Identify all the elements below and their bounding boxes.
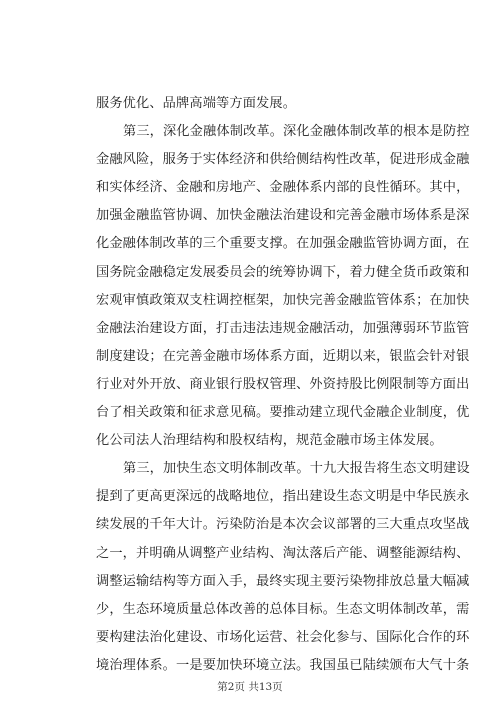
text-line: 少，生态环境质量总体改善的总体目标。生态文明体制改革，需 bbox=[96, 601, 470, 617]
body-text bbox=[96, 90, 470, 680]
text-line: 提到了更高更深远的战略地位，指出建设生态文明是中华民族永 bbox=[96, 489, 470, 505]
text-line: 境治理体系。一是要加快环境立法。我国虽已陆续颁布大气十条 bbox=[96, 657, 470, 673]
text-line: 制度建设；在完善金融市场体系方面，近期以来，银监会针对银 bbox=[96, 348, 470, 364]
text-line: 调整运输结构等方面入手，最终实现主要污染物排放总量大幅减 bbox=[96, 573, 470, 589]
text-line: 宏观审慎政策双支柱调控框架，加快完善金融监管体系；在加快 bbox=[96, 292, 470, 308]
text-line: 金融风险，服务于实体经济和供给侧结构性改革，促进形成金融 bbox=[96, 152, 470, 168]
page-number-footer: 第2页 共13页 bbox=[217, 681, 283, 693]
text-line: 化公司法人治理结构和股权结构，规范金融市场主体发展。 bbox=[96, 433, 443, 449]
text-line: 和实体经济、金融和房地产、金融体系内部的良性循环。其中， bbox=[96, 180, 470, 196]
text-line: 要构建法治化建设、市场化运营、社会化参与、国际化合作的环 bbox=[96, 629, 470, 645]
text-line: 行业对外开放、商业银行股权管理、外资持股比例限制等方面出 bbox=[96, 376, 470, 392]
text-line: 服务优化、品牌高端等方面发展。 bbox=[96, 96, 297, 111]
text-line: 加强金融监管协调、加快金融法治建设和完善金融市场体系是深 bbox=[96, 208, 470, 224]
text-line: 台了相关政策和征求意见稿。要推动建立现代金融企业制度，优 bbox=[96, 405, 470, 421]
paragraph-start-line: 第三，深化金融体制改革。深化金融体制改革的根本是防控 bbox=[123, 124, 470, 140]
text-line: 金融法治建设方面，打击违法违规金融活动，加强薄弱环节监管 bbox=[96, 320, 470, 336]
text-line: 化金融体制改革的三个重要支撑。在加强金融监管协调方面，在 bbox=[96, 236, 470, 252]
paragraph-start-line: 第三，加快生态文明体制改革。十九大报告将生态文明建设 bbox=[123, 461, 470, 477]
text-line: 国务院金融稳定发展委员会的统筹协调下，着力健全货币政策和 bbox=[96, 264, 470, 280]
text-line: 续发展的千年大计。污染防治是本次会议部署的三大重点攻坚战 bbox=[96, 517, 470, 533]
text-line: 之一，并明确从调整产业结构、淘汰落后产能、调整能源结构、 bbox=[96, 545, 470, 561]
